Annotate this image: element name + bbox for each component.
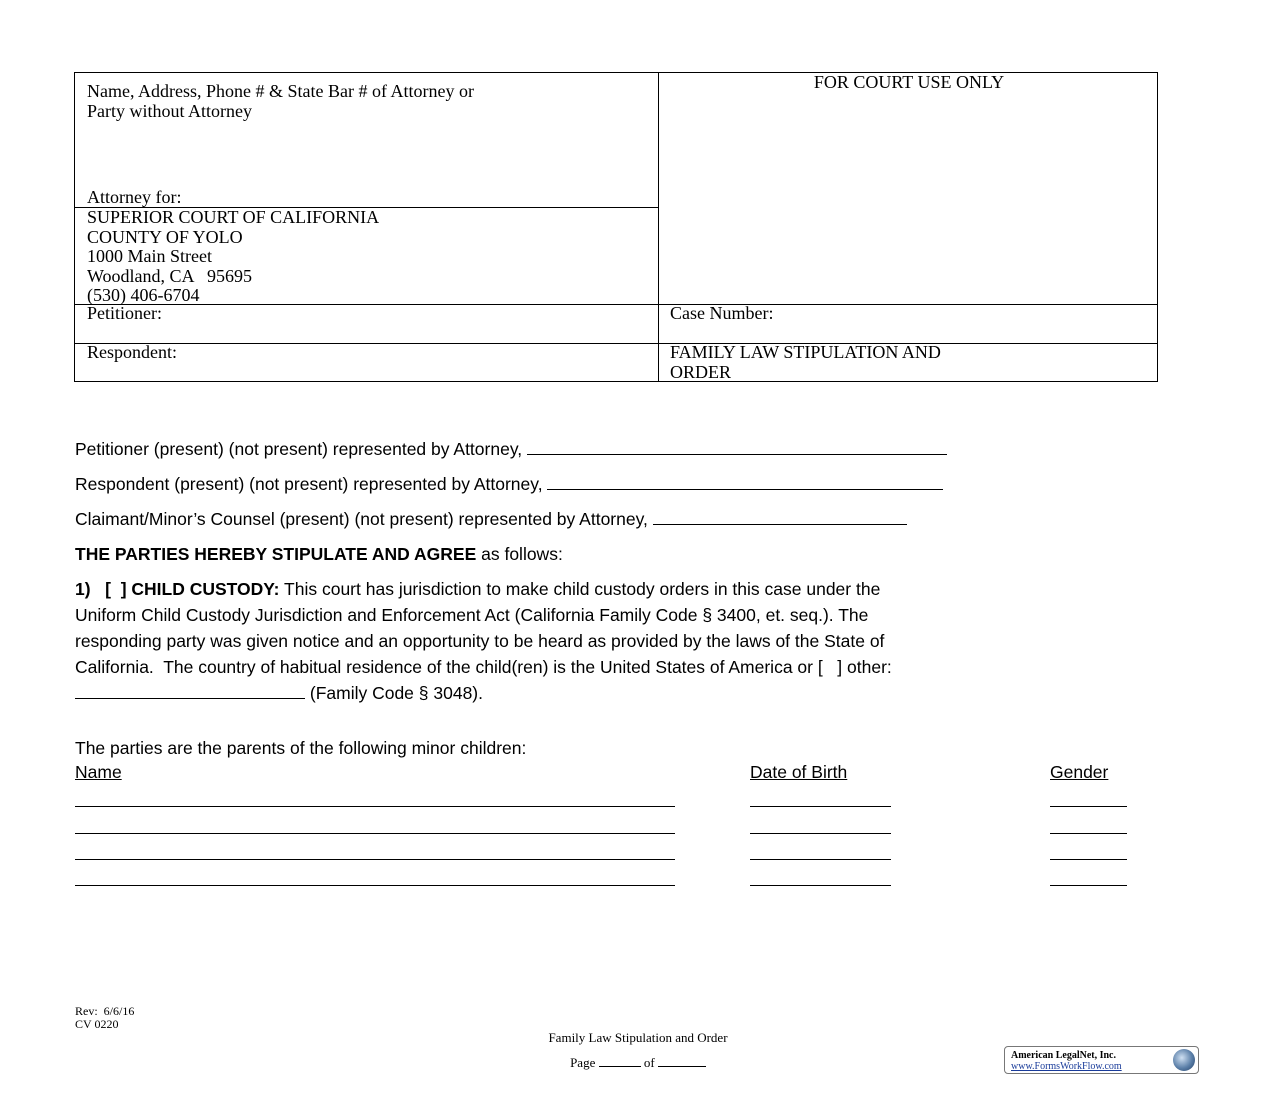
section-1-text: California. The country of habitual residence of the child(ren) is the United States of America or [ ] other: [75, 657, 892, 677]
section-1-checkbox[interactable]: 1) [ ] [75, 579, 132, 599]
child-name-field[interactable] [75, 885, 675, 886]
respondent-attendance-line [75, 471, 1165, 497]
court-line: Woodland, CA 95695 [87, 265, 253, 286]
dob-column-header: Date of Birth [750, 762, 848, 782]
revision-info [75, 1005, 134, 1031]
name-column-header: Name [75, 762, 122, 782]
footer-title: Family Law Stipulation and Order [548, 1030, 728, 1045]
form-title-line: FAMILY LAW STIPULATION AND [670, 342, 941, 362]
page-number-field[interactable] [599, 1055, 641, 1067]
petitioner-attendance-text: Petitioner (present) (not present) represented by Attorney, [75, 439, 523, 459]
section-1 [75, 576, 1165, 706]
revision-date: Rev: 6/6/16 [75, 1004, 135, 1018]
child-gender-field[interactable] [1050, 859, 1127, 860]
page-total-field[interactable] [658, 1055, 706, 1067]
petitioner-label: Petitioner: [87, 303, 162, 323]
child-name-field[interactable] [75, 859, 675, 860]
section-1-text: Uniform Child Custody Jurisdiction and Enforcement Act (California Family Code § 3400, et. seq.). The [75, 605, 869, 625]
attorney-label: Party without Attorney [87, 100, 252, 121]
page-word: Page [570, 1055, 596, 1070]
respondent-label: Respondent: [87, 342, 177, 362]
case-number-label: Case Number: [670, 303, 774, 323]
child-gender-field[interactable] [1050, 806, 1127, 807]
stipulation-heading [75, 541, 1165, 567]
claimant-attorney-field[interactable] [653, 508, 907, 525]
claimant-attendance-line [75, 506, 1165, 532]
publisher-logo[interactable] [1004, 1046, 1199, 1074]
section-1-text: This court has jurisdiction to make child custody orders in this case under the [279, 579, 881, 599]
form-title [670, 343, 1090, 382]
form-title-line: ORDER [670, 361, 732, 382]
stipulation-rest: as follows: [476, 544, 563, 564]
respondent-attendance-text: Respondent (present) (not present) represented by Attorney, [75, 474, 543, 494]
form-code: CV 0220 [75, 1017, 119, 1031]
other-country-field[interactable] [75, 682, 305, 699]
attorney-for-label: Attorney for: [87, 187, 182, 207]
court-line: COUNTY OF YOLO [87, 226, 243, 247]
of-word: of [643, 1055, 655, 1070]
caption-table [74, 72, 1158, 382]
caption-divider [658, 73, 659, 381]
gender-column-header: Gender [1050, 762, 1109, 782]
children-intro: The parties are the parents of the following minor children: [75, 738, 527, 758]
petitioner-attendance-line [75, 436, 1165, 462]
petitioner-attorney-field[interactable] [527, 438, 947, 455]
claimant-attendance-text: Claimant/Minor’s Counsel (present) (not present) represented by Attorney, [75, 509, 648, 529]
globe-icon [1173, 1049, 1195, 1071]
court-use-only-label: FOR COURT USE ONLY [813, 72, 1005, 92]
attorney-info-cell[interactable] [87, 82, 647, 121]
court-line: SUPERIOR COURT OF CALIFORNIA [87, 207, 380, 227]
child-gender-field[interactable] [1050, 833, 1127, 834]
child-dob-field[interactable] [750, 885, 891, 886]
page-counter [438, 1055, 838, 1071]
court-line: (530) 406-6704 [87, 285, 200, 305]
stipulation-bold: THE PARTIES HEREBY STIPULATE AND AGREE [75, 544, 477, 564]
child-name-field[interactable] [75, 833, 675, 834]
section-1-text: responding party was given notice and an opportunity to be heard as provided by the laws of the State of [75, 631, 885, 651]
child-name-field[interactable] [75, 806, 675, 807]
section-1-heading: CHILD CUSTODY: [131, 579, 280, 599]
child-dob-field[interactable] [750, 833, 891, 834]
logo-url-link[interactable]: www.FormsWorkFlow.com [1011, 1061, 1122, 1072]
logo-company: American LegalNet, Inc. [1011, 1050, 1116, 1061]
attorney-label: Name, Address, Phone # & State Bar # of Attorney or [87, 81, 474, 101]
child-dob-field[interactable] [750, 806, 891, 807]
court-address-block [87, 208, 647, 306]
section-1-text: (Family Code § 3048). [305, 683, 483, 703]
respondent-attorney-field[interactable] [547, 473, 943, 490]
court-line: 1000 Main Street [87, 246, 212, 266]
child-gender-field[interactable] [1050, 885, 1127, 886]
child-dob-field[interactable] [750, 859, 891, 860]
